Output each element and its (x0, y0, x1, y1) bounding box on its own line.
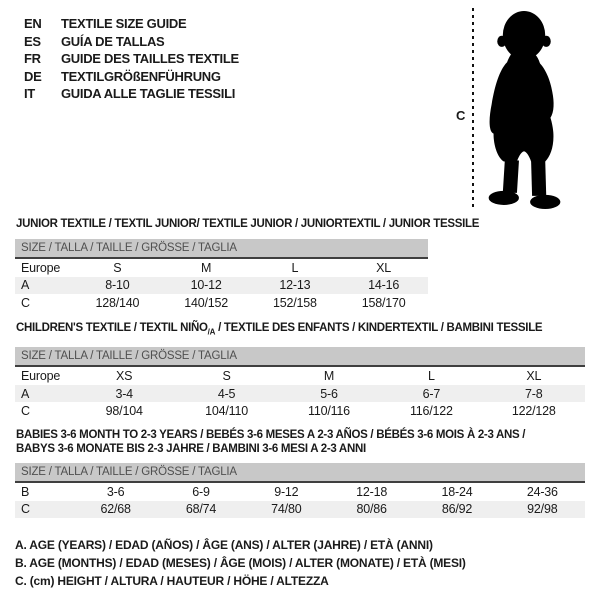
height-measure-label: C (456, 108, 466, 123)
table-cell: 110/116 (308, 404, 350, 419)
table-row (15, 483, 585, 501)
table-cell: 98/104 (105, 404, 143, 419)
table-cell: 92/98 (500, 501, 585, 519)
children-size-table (15, 367, 585, 420)
note-age-years: A. AGE (YEARS) / EDAD (AÑOS) / ÂGE (ANS) / ALTER (JAHRE) / ETÀ (ANNI) (15, 538, 433, 552)
section-title-subscript: /A (207, 327, 216, 337)
note-age-months: B. AGE (MONTHS) / EDAD (MESES) / ÂGE (MOIS) / ALTER (MONATE) / ETÀ (MESI) (15, 556, 466, 570)
table-cell: Europe (21, 260, 61, 275)
table-cell: 18-24 (441, 484, 473, 499)
table-cell: 158/170 (361, 295, 406, 310)
table-cell: 12-13 (251, 277, 340, 295)
language-row-en (24, 15, 239, 33)
size-header-bar: SIZE / TALLA / TAILLE / GRÖSSE / TAGLIA (15, 463, 585, 483)
height-measure-dashed-line (470, 8, 476, 207)
table-row (15, 367, 585, 385)
language-row-de (24, 68, 239, 86)
table-cell: S (113, 260, 122, 275)
language-title: GUIDA ALLE TAGLIE TESSILI (61, 86, 236, 102)
junior-size-table (15, 259, 428, 312)
language-code: IT (24, 86, 35, 102)
table-cell: 6-9 (192, 484, 210, 499)
language-title: TEXTILGRÖßENFÜHRUNG (61, 68, 221, 84)
language-title-block (24, 15, 239, 103)
language-title: TEXTILE SIZE GUIDE (61, 16, 187, 32)
table-cell: 14-16 (339, 277, 428, 295)
table-row (15, 501, 585, 519)
section-title-text: / TEXTILE DES ENFANTS / KINDERTEXTIL / BAMBINI TESSILE (215, 322, 543, 334)
table-cell: 8-10 (73, 277, 162, 295)
table-cell: A (15, 277, 73, 295)
language-title: GUIDE DES TAILLES TEXTILE (61, 51, 239, 67)
babies-textile-section (15, 428, 585, 518)
table-cell: B (21, 484, 30, 499)
table-row (15, 385, 585, 403)
table-cell: 122/128 (511, 404, 556, 419)
table-cell: 140/152 (184, 295, 229, 310)
size-header-bar: SIZE / TALLA / TAILLE / GRÖSSE / TAGLIA (15, 239, 428, 259)
table-cell: 86/92 (414, 501, 499, 519)
table-cell: 3-6 (106, 484, 125, 499)
table-cell: 12-18 (356, 484, 388, 499)
table-cell: Europe (21, 369, 61, 384)
language-code: ES (24, 33, 41, 49)
table-cell: 128/140 (95, 295, 140, 310)
language-row-es (24, 33, 239, 51)
language-title: GUÍA DE TALLAS (61, 33, 165, 49)
junior-textile-section (15, 217, 480, 312)
table-cell: 80/86 (329, 501, 414, 519)
section-title-line2: BABYS 3-6 MONATE BIS 2-3 JAHRE / BAMBINI 3-6 MESI A 2-3 ANNI (16, 443, 366, 455)
table-cell: XS (116, 369, 133, 384)
table-cell: 152/158 (272, 295, 317, 310)
language-code: DE (24, 68, 42, 84)
table-cell: C (15, 501, 73, 519)
table-row (15, 294, 428, 312)
table-cell: L (291, 260, 299, 275)
table-cell: S (222, 369, 231, 384)
table-cell: A (15, 385, 73, 403)
table-cell: M (323, 369, 335, 384)
table-cell: 104/110 (205, 404, 249, 419)
section-title-line1: BABIES 3-6 MONTH TO 2-3 YEARS / BEBÉS 3-6 MESES A 2-3 AÑOS / BÉBÉS 3-6 MOIS À 2-3 ANS / (16, 429, 526, 441)
table-cell: 6-7 (380, 385, 482, 403)
language-row-it (24, 85, 239, 103)
table-cell: 116/122 (409, 404, 453, 419)
table-cell: 3-4 (73, 385, 175, 403)
size-header-bar: SIZE / TALLA / TAILLE / GRÖSSE / TAGLIA (15, 347, 585, 367)
table-row (15, 277, 428, 295)
table-cell: 4-5 (175, 385, 277, 403)
section-title: JUNIOR TEXTILE / TEXTIL JUNIOR/ TEXTILE JUNIOR / JUNIORTEXTIL / JUNIOR TESSILE (16, 218, 480, 230)
table-cell: 5-6 (278, 385, 380, 403)
note-height-cm: C. (cm) HEIGHT / ALTURA / HAUTEUR / HÖHE / ALTEZZA (15, 574, 329, 588)
language-code: FR (24, 51, 41, 67)
table-cell: 10-12 (162, 277, 251, 295)
table-cell: M (201, 260, 212, 275)
table-cell: C (21, 295, 30, 310)
section-title (16, 321, 585, 339)
table-cell: XL (526, 369, 542, 384)
table-cell: XL (376, 260, 392, 275)
table-cell: 62/68 (73, 501, 158, 519)
children-textile-section (15, 321, 585, 420)
table-cell: 9-12 (274, 484, 299, 499)
table-cell: C (21, 404, 30, 419)
table-row (15, 259, 428, 277)
baby-silhouette-icon (477, 7, 569, 209)
language-row-fr (24, 50, 239, 68)
table-cell: L (427, 369, 435, 384)
legend-notes (15, 536, 466, 590)
babies-size-table (15, 483, 585, 518)
language-code: EN (24, 16, 42, 32)
table-cell: 24-36 (526, 484, 558, 499)
table-row (15, 402, 585, 420)
section-title-text: CHILDREN'S TEXTILE / TEXTIL NIÑO (16, 322, 208, 334)
table-cell: 7-8 (483, 385, 585, 403)
table-cell: 74/80 (244, 501, 329, 519)
table-cell: 68/74 (158, 501, 243, 519)
